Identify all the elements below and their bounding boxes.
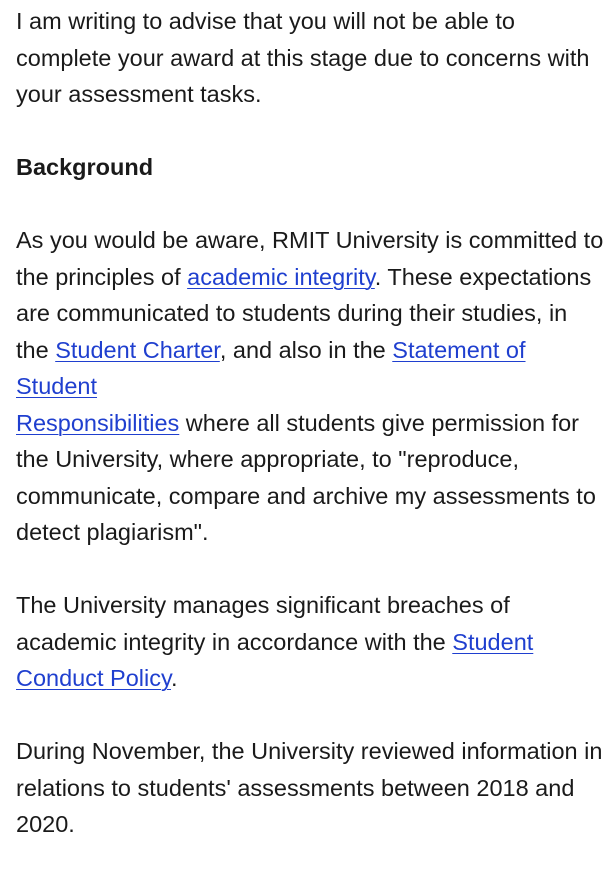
statement-link-line-1: Statement of Student [16,336,526,399]
review-paragraph [16,733,606,843]
email-body [16,0,606,843]
conduct-link-line-1: Student [452,628,534,655]
p2-text-2: . [171,665,178,691]
statement-link-line-2: Responsibilities [16,409,180,436]
intro-text: I am writing to advise that you will not be able to complete your award at this stage due to concerns with your assessment tasks. [16,8,590,107]
academic-integrity-paragraph [16,222,606,551]
p1-text-2: . These expectations are communicated to students during their studies, in the [16,263,592,363]
p3-text: During November, the University reviewed information in relations to students' assessments between 2018 and 2020. [16,738,603,837]
p1-text-3: , and also in the [219,336,393,363]
p2-text-1: The University manages significant breaches of academic integrity in accordance with the [16,592,510,655]
conduct-link-line-2: Conduct Policy [16,665,171,691]
academic-integrity-link[interactable]: academic integrity [187,263,375,290]
p1-text-1: As you would be aware, RMIT University is committed to the principles of [16,227,604,290]
intro-paragraph [16,3,606,113]
background-heading: Background [16,154,154,180]
p1-text-4: where all students give permission for the University, where appropriate, to "reproduce, communicate, compare and archive my assessments to detect plagiarism". [16,409,596,545]
conduct-policy-paragraph [16,587,606,697]
student-charter-link[interactable]: Student Charter [55,336,220,363]
